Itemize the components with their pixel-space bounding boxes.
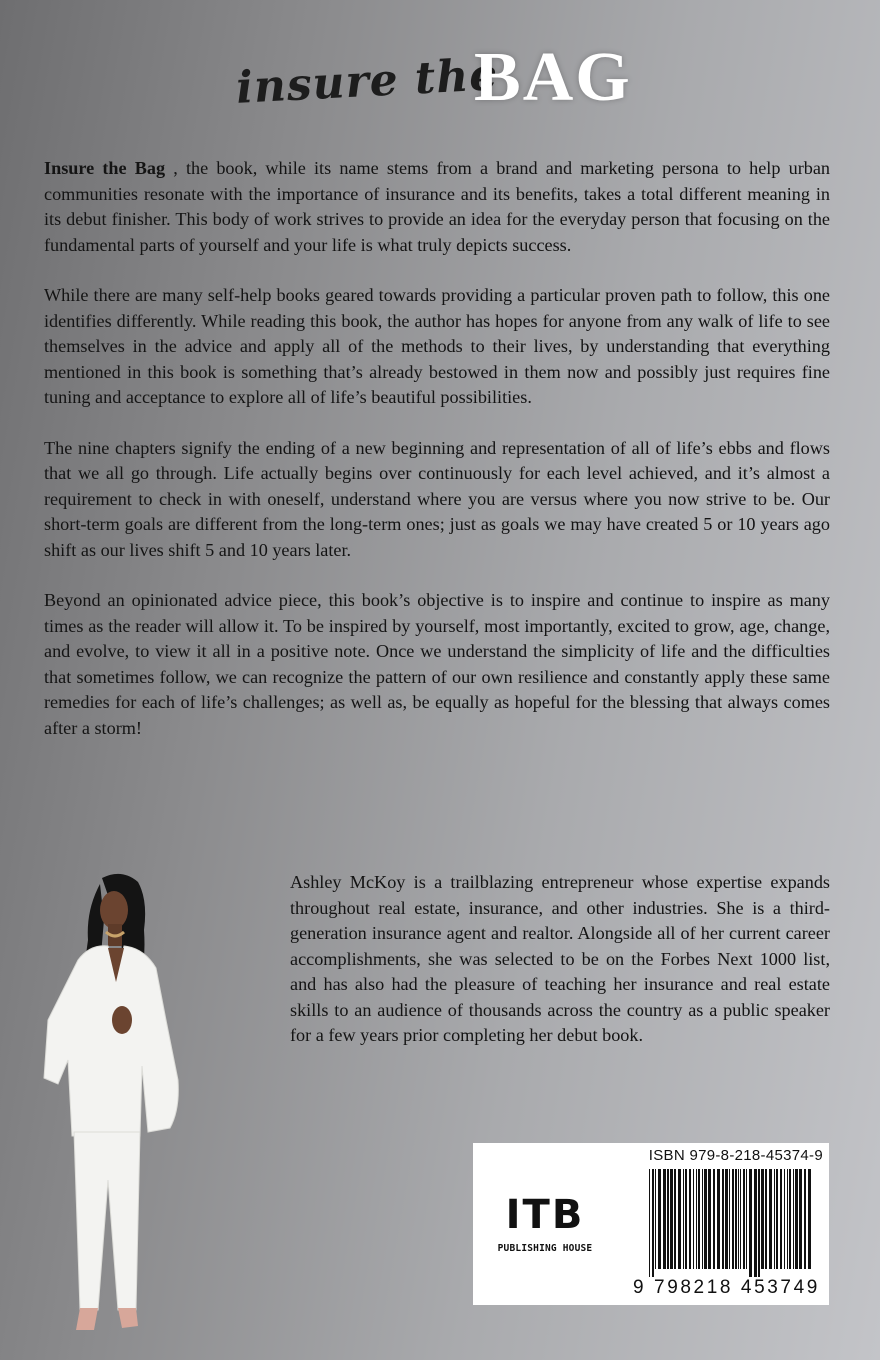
barcode-bar xyxy=(769,1169,772,1269)
barcode-bar xyxy=(713,1169,715,1269)
barcode-bar xyxy=(729,1169,730,1269)
barcode-bar xyxy=(799,1169,802,1269)
barcode-bar xyxy=(663,1169,666,1269)
blurb-lead: Insure the Bag xyxy=(44,158,166,178)
title-script: insure the xyxy=(234,49,500,114)
barcode-bar xyxy=(780,1169,782,1269)
barcode-bar xyxy=(708,1169,711,1269)
blurb-paragraph-1 xyxy=(44,156,830,258)
barcode-bar xyxy=(667,1169,669,1269)
barcode-bar xyxy=(808,1169,811,1269)
isbn-label: ISBN 979-8-218-45374-9 xyxy=(648,1147,823,1164)
barcode-bar xyxy=(795,1169,798,1269)
barcode-bar xyxy=(685,1169,687,1269)
barcode-number: 9 798218 453749 xyxy=(633,1277,820,1298)
barcode-box xyxy=(473,1143,829,1305)
barcode-bar xyxy=(732,1169,734,1269)
barcode-bar xyxy=(658,1169,661,1269)
publisher-mark: ITB xyxy=(505,1192,585,1238)
barcode-bar xyxy=(683,1169,684,1269)
barcode-bar xyxy=(738,1169,739,1269)
publisher-name: PUBLISHING HOUSE xyxy=(497,1243,593,1254)
barcode-bar xyxy=(722,1169,724,1269)
barcode-bar xyxy=(754,1169,757,1277)
barcode-bar xyxy=(765,1169,767,1269)
barcode-bar xyxy=(717,1169,720,1269)
barcode-bar xyxy=(670,1169,673,1269)
blurb-p1-text: , the book, while its name stems from a brand and marketing persona to help urban communities resonate with the importance of insurance and its benefits, takes a total different meaning in its debut finisher. This body of work strives to provide an idea for the everyday person that focusing on the fundamental parts of yourself and your life is what truly depicts success. xyxy=(44,158,831,255)
barcode-bar xyxy=(804,1169,806,1269)
barcode-bar xyxy=(725,1169,728,1269)
barcode-bar xyxy=(787,1169,788,1269)
blurb-paragraph-4: Beyond an opinionated advice piece, this book’s objective is to inspire and continue to inspire as many times as the reader will allow it. To be inspired by yourself, most importantly, excited to grow, age, change, and evolve, to view it all in a positive note. Once we understand the simplicity of life and the difficulties that sometimes follow, we can recognize the pattern of our own resilience and constantly apply these same remedies for each of life’s challenges; as well as, be equally as hopeful for the blessing that always comes after a storm! xyxy=(44,590,830,738)
barcode-bar xyxy=(655,1169,656,1269)
barcode-bar xyxy=(704,1169,707,1269)
blurb-paragraph-2: While there are many self-help books geared towards providing a particular proven path to follow, this one identifies differently. While reading this book, the author has hopes for anyone from any walk of life to see themselves in the advice and apply all of the methods to their lives, by understanding that everything mentioned in this book is something that’s already bestowed in them now and possibly just requires fine tuning and acceptance to explore all of life’s beautiful possibilities. xyxy=(44,285,830,407)
barcode-bar xyxy=(784,1169,785,1269)
barcode-bar xyxy=(789,1169,791,1269)
barcode-bar xyxy=(774,1169,775,1269)
title-bold: BAG xyxy=(474,39,632,116)
barcode-bar xyxy=(743,1169,745,1269)
barcode-bar xyxy=(674,1169,676,1269)
barcode-bar xyxy=(652,1169,654,1277)
barcode-bar xyxy=(740,1169,741,1269)
barcode-bar xyxy=(702,1169,703,1269)
author-bio: Ashley McKoy is a trailblazing entrepreneur whose expertise expands throughout real estate, insurance, and other industries. She is a third-generation insurance agent and realtor. Alongside all of her current career accomplishments, she was selected to be on the Forbes Next 1000 list, and has also had the pleasure of teaching her insurance and real estate skills to an audience of thousands across the country as a public speaker for a few years prior completing her debut book. xyxy=(290,872,830,1045)
barcode-bar xyxy=(776,1169,778,1269)
barcode-bar xyxy=(746,1169,747,1269)
author-face xyxy=(100,891,128,929)
barcode-bar xyxy=(693,1169,694,1269)
barcode-bar xyxy=(689,1169,691,1269)
book-title xyxy=(0,30,880,120)
barcode-bar xyxy=(735,1169,737,1269)
barcode-bar xyxy=(696,1169,697,1269)
barcode-bar xyxy=(749,1169,752,1277)
barcode-bar xyxy=(758,1169,760,1277)
publisher-logo xyxy=(495,1193,595,1273)
barcode-bar xyxy=(649,1169,650,1277)
author-jacket xyxy=(44,946,178,1136)
blurb-paragraph-3: The nine chapters signify the ending of a new beginning and representation of all of life’s ebbs and flows that we all go through. Life actually begins over continuously for each level achieved, and it’s almost a requirement to check in with oneself, understand where you are versus where you now strive to be. Our short-term goals are different from the long-term ones; just as goals we may have created 5 or 10 years ago shift as our lives shift 5 and 10 years later. xyxy=(44,437,830,560)
book-blurb xyxy=(44,156,830,766)
barcode-image xyxy=(649,1169,813,1277)
barcode-bar xyxy=(761,1169,764,1269)
author-pants xyxy=(74,1132,140,1310)
barcode-bar xyxy=(793,1169,794,1269)
barcode-bar xyxy=(678,1169,681,1269)
barcode-bar xyxy=(698,1169,700,1269)
author-photo xyxy=(30,870,205,1340)
